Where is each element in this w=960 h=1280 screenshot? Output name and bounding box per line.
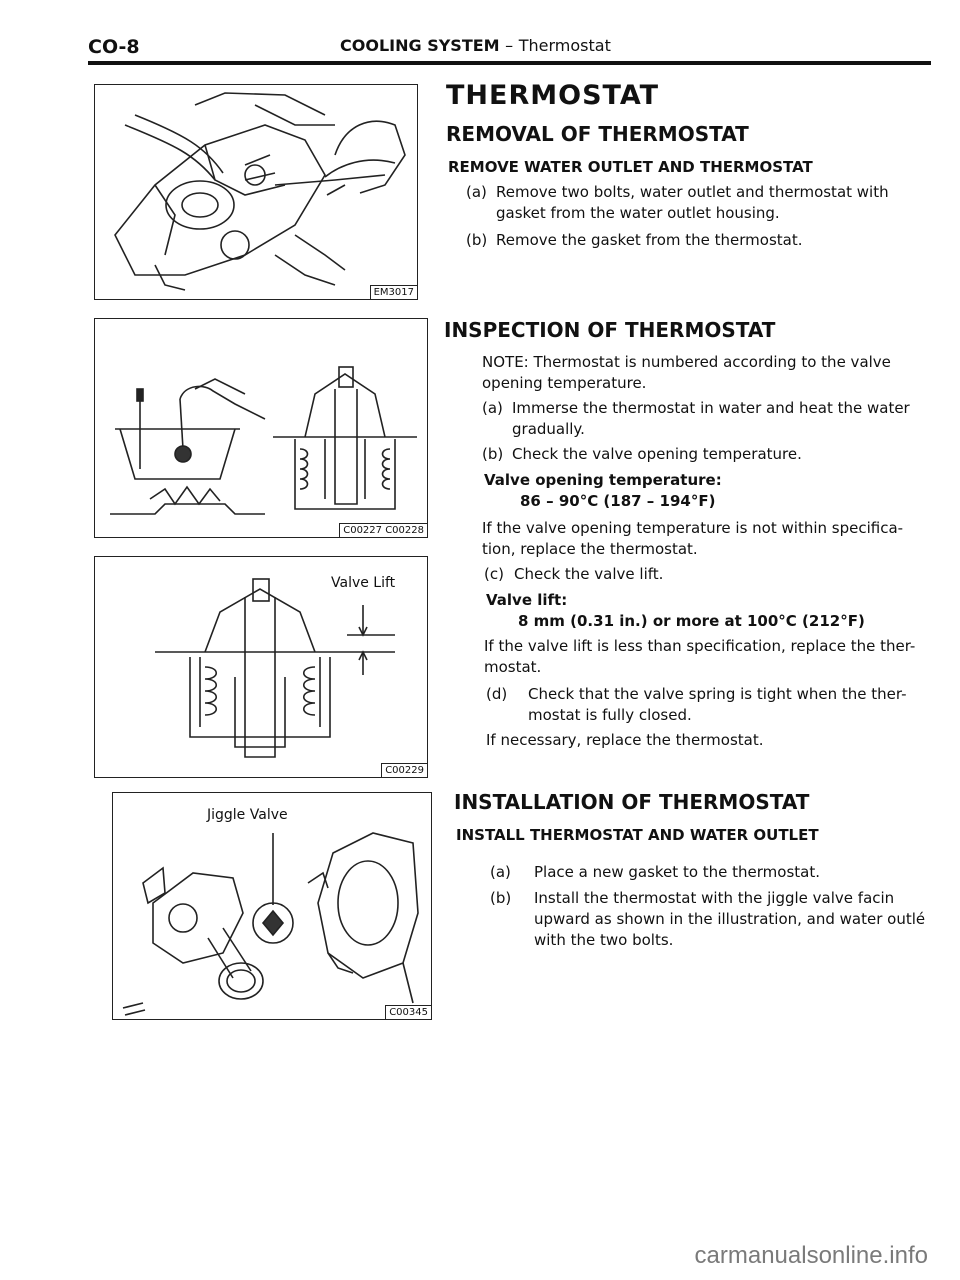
- step-text-line: mostat is fully closed.: [528, 706, 692, 724]
- header-separator: –: [505, 36, 514, 55]
- step-marker: (b): [482, 445, 504, 463]
- installation-step-b: [490, 888, 950, 954]
- inspection-paragraph-line: tion, replace the thermostat.: [482, 540, 698, 558]
- installation-subheading: INSTALL THERMOSTAT AND WATER OUTLET: [456, 826, 819, 844]
- thermostat-heating-test-illustration: [95, 319, 427, 537]
- installation-step-a: [490, 862, 950, 884]
- figure-valve-lift: [94, 556, 428, 778]
- inspection-note-line: NOTE: Thermostat is numbered according to the valve: [482, 353, 891, 371]
- figure-removal: [94, 84, 418, 300]
- step-text-line: Check the valve lift.: [514, 565, 664, 583]
- inspection-step-b: [482, 444, 942, 466]
- page-title: THERMOSTAT: [446, 80, 660, 111]
- thermostat-installation-illustration: [113, 793, 431, 1019]
- step-marker: (d): [486, 685, 508, 703]
- figure-code: C00229: [381, 763, 427, 777]
- step-marker: (a): [466, 183, 487, 201]
- removal-step-a: [466, 182, 936, 226]
- jiggle-valve-label: Jiggle Valve: [207, 807, 288, 823]
- step-marker: (b): [490, 889, 512, 907]
- watermark: carmanualsonline.info: [694, 1242, 928, 1269]
- step-text-line: Place a new gasket to the thermostat.: [534, 863, 820, 881]
- step-text-line: Check that the valve spring is tight when the ther-: [528, 685, 907, 703]
- running-header: [340, 36, 611, 55]
- step-text-line: gradually.: [512, 420, 585, 438]
- engine-thermostat-removal-illustration: [95, 85, 417, 299]
- spec-label: Valve lift:: [486, 591, 568, 609]
- inspection-step-c: [484, 564, 944, 586]
- spec-value: 86 – 90°C (187 – 194°F): [520, 492, 716, 510]
- figure-jiggle-valve: [112, 792, 432, 1020]
- step-marker: (c): [484, 565, 504, 583]
- header-section: COOLING SYSTEM: [340, 36, 500, 55]
- inspection-heading: INSPECTION OF THERMOSTAT: [444, 318, 776, 342]
- inspection-paragraph-line: If the valve lift is less than specification, replace the ther-: [484, 637, 916, 655]
- step-marker: (a): [482, 399, 503, 417]
- page-code: CO-8: [88, 36, 140, 58]
- inspection-paragraph-line: If necessary, replace the thermostat.: [486, 731, 764, 749]
- spec-label: Valve opening temperature:: [484, 471, 722, 489]
- figure-code: EM3017: [370, 285, 417, 299]
- removal-step-b: [466, 230, 936, 252]
- step-text-line: Immerse the thermostat in water and heat the water: [512, 399, 910, 417]
- figure-code: C00345: [385, 1005, 431, 1019]
- header-subject: Thermostat: [518, 36, 611, 55]
- inspection-step-a: [482, 398, 942, 442]
- step-text-line: Remove the gasket from the thermostat.: [496, 231, 803, 249]
- step-text-line: Install the thermostat with the jiggle valve facin: [534, 889, 895, 907]
- inspection-paragraph-line: If the valve opening temperature is not within specifica-: [482, 519, 904, 537]
- figure-code: C00227 C00228: [339, 523, 427, 537]
- header-rule: [88, 61, 931, 65]
- inspection-note-line: opening temperature.: [482, 374, 647, 392]
- installation-heading: INSTALLATION OF THERMOSTAT: [454, 790, 810, 814]
- removal-subheading: REMOVE WATER OUTLET AND THERMOSTAT: [448, 158, 813, 176]
- step-text-line: with the two bolts.: [534, 931, 674, 949]
- removal-heading: REMOVAL OF THERMOSTAT: [446, 122, 749, 146]
- figure-heating-test: [94, 318, 428, 538]
- step-text-line: Remove two bolts, water outlet and thermostat with: [496, 183, 889, 201]
- inspection-paragraph-line: mostat.: [484, 658, 542, 676]
- step-marker: (a): [490, 863, 511, 881]
- step-text-line: upward as shown in the illustration, and water outlé: [534, 910, 926, 928]
- valve-lift-label: Valve Lift: [331, 575, 396, 591]
- step-marker: (b): [466, 231, 488, 249]
- step-text-line: Check the valve opening temperature.: [512, 445, 802, 463]
- step-text-line: gasket from the water outlet housing.: [496, 204, 780, 222]
- spec-value: 8 mm (0.31 in.) or more at 100°C (212°F): [518, 612, 865, 630]
- inspection-step-d: [486, 684, 946, 728]
